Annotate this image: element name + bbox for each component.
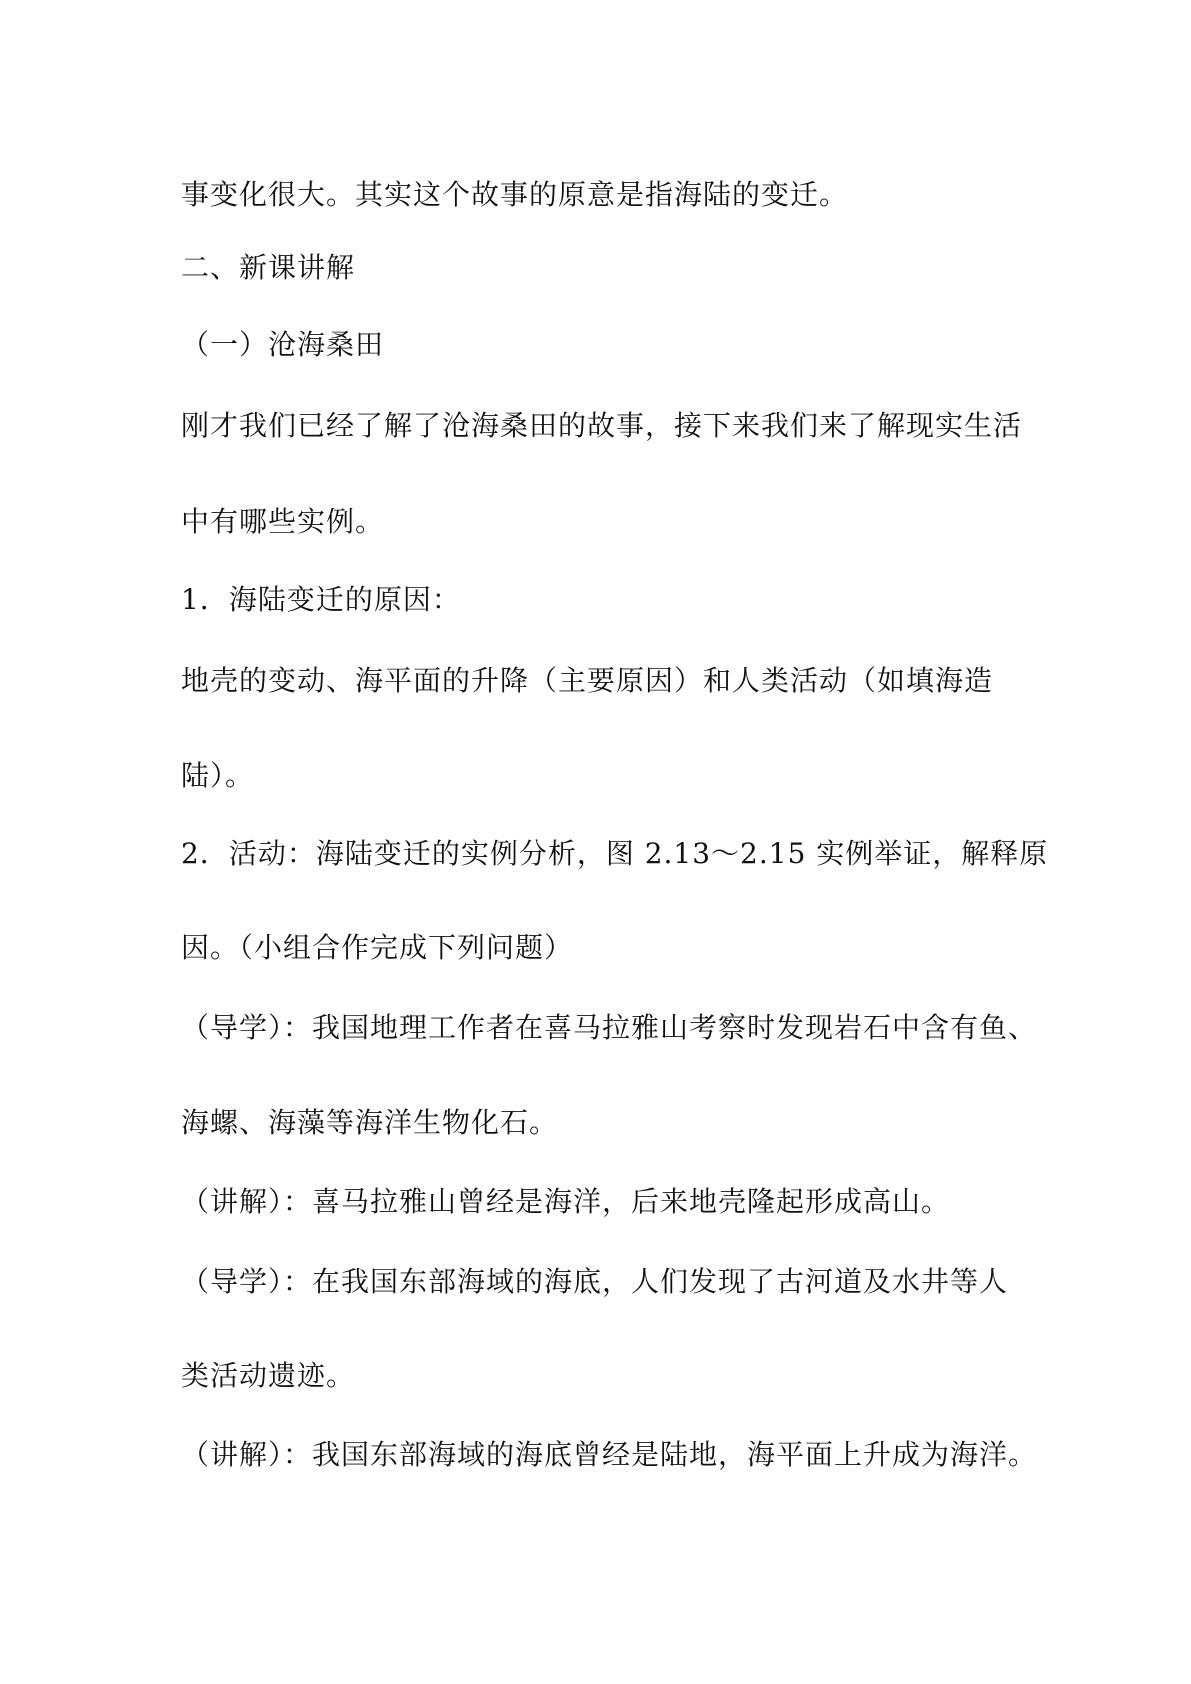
numbered-item: 2．活动：海陆变迁的实例分析，图 2.13～2.15 实例举证，解释原 [181, 837, 1049, 870]
text-line: 中有哪些实例。 [181, 505, 385, 538]
text-line: 类活动遗迹。 [181, 1359, 356, 1392]
numbered-item: 1．海陆变迁的原因： [181, 583, 461, 616]
subsection-heading: （一）沧海桑田 [181, 328, 385, 361]
text-line: （讲解）：我国东部海域的海底曾经是陆地，海平面上升成为海洋。 [181, 1438, 1038, 1471]
text-line: 事变化很大。其实这个故事的原意是指海陆的变迁。 [181, 178, 849, 211]
text-line: （讲解）：喜马拉雅山曾经是海洋，后来地壳隆起形成高山。 [181, 1185, 951, 1218]
text-line: 陆）。 [181, 759, 255, 792]
text-line: 海螺、海藻等海洋生物化石。 [181, 1106, 559, 1139]
text-line: （导学）：在我国东部海域的海底，人们发现了古河道及水井等人 [181, 1265, 1009, 1298]
text-line: 刚才我们已经了解了沧海桑田的故事，接下来我们来了解现实生活 [181, 409, 1023, 442]
text-line: （导学）：我国地理工作者在喜马拉雅山考察时发现岩石中含有鱼、 [181, 1011, 1038, 1044]
text-line: 地壳的变动、海平面的升降（主要原因）和人类活动（如填海造 [181, 664, 994, 697]
text-line: 因。（小组合作完成下列问题） [181, 931, 574, 964]
section-heading: 二、新课讲解 [181, 251, 356, 284]
